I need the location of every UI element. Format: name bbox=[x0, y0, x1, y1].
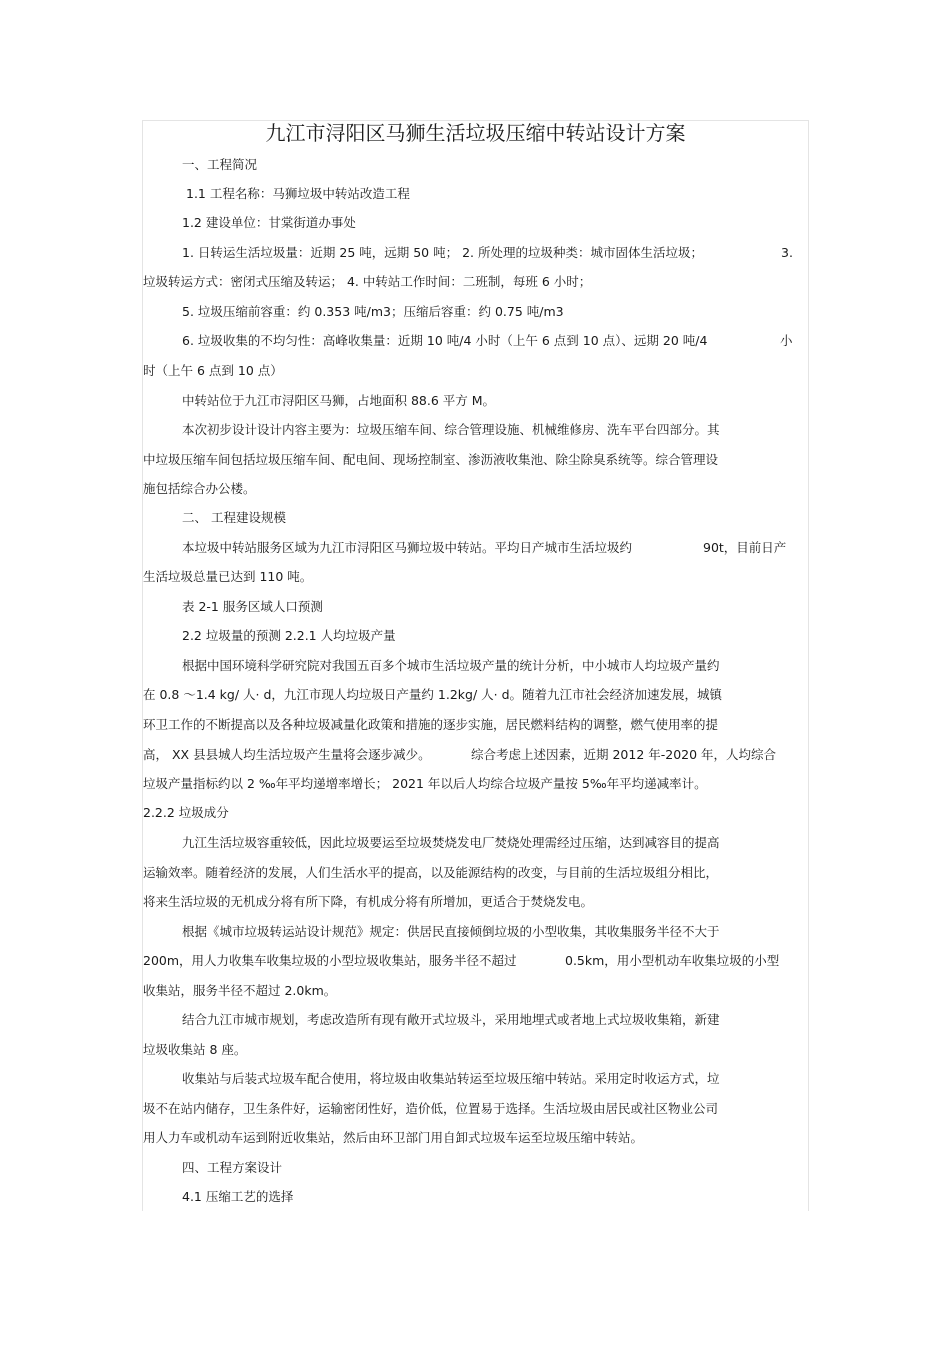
paragraph-line: 根据中国环境科学研究院对我国五百多个城市生活垃圾产量的统计分析，中小城市人均垃圾产量约 bbox=[182, 658, 720, 673]
paragraph-line: 垃圾收集站 8 座。 bbox=[143, 1042, 247, 1057]
paragraph-line: 结合九江市城市规划，考虑改造所有现有敞开式垃圾斗，采用地埋式或者地上式垃圾收集箱，新建 bbox=[182, 1012, 720, 1027]
paragraph-line: 圾不在站内储存，卫生条件好，运输密闭性好，造价低，位置易于选择。生活垃圾由居民或社区物业公司 bbox=[143, 1101, 719, 1116]
paragraph-line: 200m，用人力收集车收集垃圾的小型垃圾收集站，服务半径不超过 bbox=[143, 953, 517, 968]
paragraph-line: 根据《城市垃圾转运站设计规范》规定：供居民直接倾倒垃圾的小型收集，其收集服务半径不大于 bbox=[182, 924, 720, 939]
paragraph-line: 中转站位于九江市浔阳区马狮，占地面积 88.6 平方 M。 bbox=[182, 393, 496, 408]
subsection-heading: 2.2.2 垃圾成分 bbox=[143, 805, 229, 820]
paragraph-line: 0.5km，用小型机动车收集垃圾的小型 bbox=[565, 953, 780, 968]
paragraph-line: 用人力车或机动车运到附近收集站，然后由环卫部门用自卸式垃圾车运至垃圾压缩中转站。 bbox=[143, 1130, 644, 1145]
paragraph-line: 生活垃圾总量已达到 110 吨。 bbox=[143, 569, 313, 584]
paragraph-line: 6. 垃圾收集的不均匀性：高峰收集量：近期 10 吨/4 小时（上午 6 点到 10 点）、远期 20 吨/4 bbox=[182, 333, 708, 348]
paragraph-line: 1.1 工程名称：马狮垃圾中转站改造工程 bbox=[186, 186, 410, 201]
paragraph-line: 3. bbox=[781, 245, 793, 260]
paragraph-line: 5. 垃圾压缩前容重：约 0.353 吨/m3；压缩后容重：约 0.75 吨/m3 bbox=[182, 304, 564, 319]
paragraph-line: 在 0.8 ～1.4 kg/ 人· d，九江市现人均垃圾日产量约 1.2kg/ 人· d。随着九江市社会经济加速发展，城镇 bbox=[143, 687, 723, 702]
paragraph-line: 垃圾转运方式：密闭式压缩及转运； 4. 中转站工作时间：二班制，每班 6 小时； bbox=[143, 274, 592, 289]
paragraph-line: 时（上午 6 点到 10 点） bbox=[143, 363, 283, 378]
paragraph-line: 将来生活垃圾的无机成分将有所下降，有机成分将有所增加，更适合于焚烧发电。 bbox=[143, 894, 594, 909]
section-heading: 二、 工程建设规模 bbox=[182, 510, 286, 525]
subsection-heading: 2.2 垃圾量的预测 2.2.1 人均垃圾产量 bbox=[182, 628, 396, 643]
paragraph-line: 本次初步设计设计内容主要为：垃圾压缩车间、综合管理设施、机械维修房、洗车平台四部分。其 bbox=[182, 422, 720, 437]
paragraph-line: 运输效率。随着经济的发展，人们生活水平的提高，以及能源结构的改变，与目前的生活垃圾组分相比， bbox=[143, 865, 719, 880]
paragraph-line: 收集站，服务半径不超过 2.0km。 bbox=[143, 983, 337, 998]
section-heading: 一、工程简况 bbox=[182, 157, 258, 172]
paragraph-line: 本垃圾中转站服务区域为九江市浔阳区马狮垃圾中转站。平均日产城市生活垃圾约 bbox=[182, 540, 633, 555]
paragraph-line: 收集站与后装式垃圾车配合使用，将垃圾由收集站转运至垃圾压缩中转站。采用定时收运方式，垃 bbox=[182, 1071, 720, 1086]
paragraph-line: 施包括综合办公楼。 bbox=[143, 481, 256, 496]
paragraph-line: 环卫工作的不断提高以及各种垃圾减量化政策和措施的逐步实施，居民燃料结构的调整，燃气使用率的提 bbox=[143, 717, 719, 732]
paragraph-line: 90t，目前日产 bbox=[703, 540, 787, 555]
paragraph-line: 高， XX 县县城人均生活垃圾产生量将会逐步减少。 bbox=[143, 747, 431, 762]
paragraph-line: 1.2 建设单位：甘棠街道办事处 bbox=[182, 215, 356, 230]
paragraph-line: 小 bbox=[780, 333, 793, 348]
paragraph-line: 九江生活垃圾容重较低，因此垃圾要运至垃圾焚烧发电厂焚烧处理需经过压缩，达到减容目的提高 bbox=[182, 835, 720, 850]
document-title: 九江市浔阳区马狮生活垃圾压缩中转站设计方案 bbox=[265, 121, 686, 145]
paragraph-line: 垃圾产量指标约以 2 ‰年平均递增率增长； 2021 年以后人均综合垃圾产量按 5‰年平均递减率计。 bbox=[143, 776, 707, 791]
paragraph-line: 中垃圾压缩车间包括垃圾压缩车间、配电间、现场控制室、渗沥液收集池、除尘除臭系统等。综合管理设 bbox=[143, 452, 719, 467]
paragraph-line: 综合考虑上述因素，近期 2012 年-2020 年，人均综合 bbox=[471, 747, 777, 762]
section-heading: 四、工程方案设计 bbox=[182, 1160, 283, 1175]
paragraph-line: 1. 日转运生活垃圾量：近期 25 吨，远期 50 吨； 2. 所处理的垃圾种类：城市固体生活垃圾； bbox=[182, 245, 703, 260]
subsection-heading: 4.1 压缩工艺的选择 bbox=[182, 1189, 294, 1204]
table-caption: 表 2-1 服务区域人口预测 bbox=[182, 599, 323, 614]
